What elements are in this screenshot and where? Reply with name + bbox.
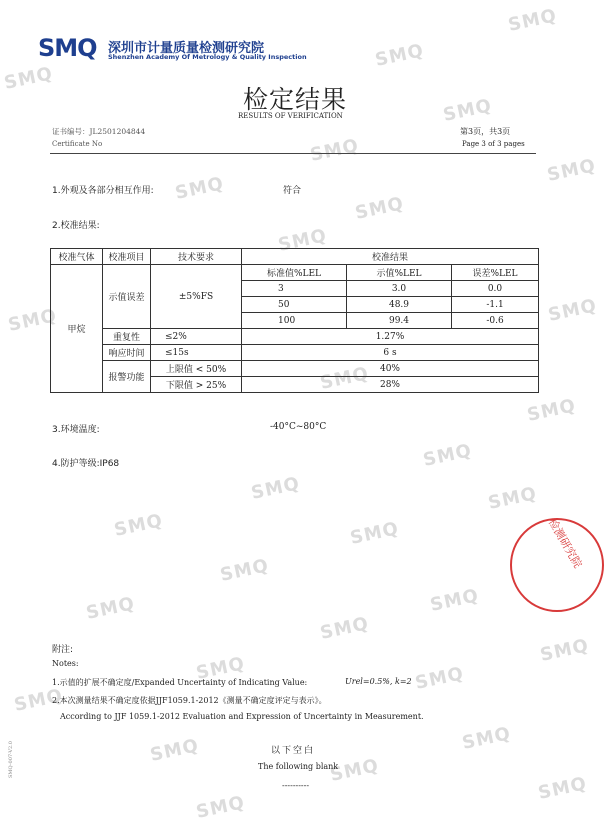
form-code: SMQ-007-V2.0 bbox=[8, 741, 14, 778]
alarm-lower-requirement: 下限值 > 25% bbox=[151, 377, 242, 393]
watermark: SMQ bbox=[441, 95, 494, 126]
temperature-label: 3.环境温度: bbox=[52, 425, 100, 435]
watermark: SMQ bbox=[2, 63, 55, 94]
page-number-cn: 第3页，共3页 bbox=[460, 127, 511, 136]
temperature-value: -40°C~80°C bbox=[270, 422, 327, 432]
response-time-requirement: ≤15s bbox=[151, 345, 242, 361]
watermark: SMQ bbox=[249, 473, 302, 504]
alarm-upper-value: 40% bbox=[242, 361, 539, 377]
watermark: SMQ bbox=[536, 773, 589, 804]
watermark: SMQ bbox=[12, 685, 65, 716]
alarm-upper-requirement: 上限值 < 50% bbox=[151, 361, 242, 377]
watermark: SMQ bbox=[421, 440, 474, 471]
notes-label-en: Notes: bbox=[52, 659, 79, 668]
watermark: SMQ bbox=[506, 5, 559, 36]
protection-grade: 4.防护等级:IP68 bbox=[52, 459, 120, 469]
watermark: SMQ bbox=[413, 663, 466, 694]
watermark: SMQ bbox=[6, 305, 59, 336]
header-error: 误差%LEL bbox=[452, 265, 539, 281]
watermark: SMQ bbox=[276, 225, 329, 256]
org-logo: SMQ bbox=[38, 34, 97, 62]
indication-value: 99.4 bbox=[347, 313, 452, 329]
alarm-lower-value: 28% bbox=[242, 377, 539, 393]
repeatability-requirement: ≤2% bbox=[151, 329, 242, 345]
watermark: SMQ bbox=[308, 135, 361, 166]
watermark: SMQ bbox=[348, 518, 401, 549]
watermark: SMQ bbox=[194, 792, 247, 823]
watermark: SMQ bbox=[486, 483, 539, 514]
watermark: SMQ bbox=[194, 653, 247, 684]
header-divider bbox=[50, 153, 536, 154]
note-1: 1.示值的扩展不确定度/Expanded Uncertainty of Indicating Value: bbox=[52, 678, 308, 687]
header-requirement: 技术要求 bbox=[151, 249, 242, 265]
watermark: SMQ bbox=[373, 40, 426, 71]
note-2-en: According to JJF 1059.1-2012 Evaluation and Expression of Uncertainty in Measurement. bbox=[60, 712, 424, 721]
standard-value: 50 bbox=[242, 297, 347, 313]
watermark: SMQ bbox=[545, 155, 598, 186]
error-value: 0.0 bbox=[452, 281, 539, 297]
seal-text: 检测研究院 bbox=[545, 516, 585, 571]
error-value: -0.6 bbox=[452, 313, 539, 329]
watermark: SMQ bbox=[112, 510, 165, 541]
note-1-value: Urel=0.5%, k=2 bbox=[345, 677, 412, 686]
standard-value: 100 bbox=[242, 313, 347, 329]
header-indication: 示值%LEL bbox=[347, 265, 452, 281]
certificate-label-cn: 证书编号： bbox=[52, 127, 90, 136]
certificate-label-en: Certificate No bbox=[52, 140, 103, 148]
page-number-en: Page 3 of 3 pages bbox=[462, 140, 525, 148]
header-standard-value: 标准值%LEL bbox=[242, 265, 347, 281]
blank-notice-cn: 以下空白 bbox=[271, 746, 316, 756]
watermark: SMQ bbox=[148, 735, 201, 766]
watermark: SMQ bbox=[318, 613, 371, 644]
note-2: 2.本次测量结果不确定度依据JJF1059.1-2012《测量不确定度评定与表示》。 bbox=[52, 696, 327, 705]
repeatability-item: 重复性 bbox=[103, 329, 151, 345]
repeatability-value: 1.27% bbox=[242, 329, 539, 345]
notes-label-cn: 附注: bbox=[52, 645, 74, 655]
appearance-label: 1.外观及各部分相互作用: bbox=[52, 186, 154, 196]
calibration-results-table bbox=[50, 248, 539, 393]
page-title: 检定结果 bbox=[243, 85, 348, 114]
indication-value: 48.9 bbox=[347, 297, 452, 313]
watermark: SMQ bbox=[328, 755, 381, 786]
error-value: -1.1 bbox=[452, 297, 539, 313]
header-result: 校准结果 bbox=[242, 249, 539, 265]
watermark: SMQ bbox=[428, 585, 481, 616]
appearance-value: 符合 bbox=[283, 186, 302, 196]
header-gas: 校准气体 bbox=[51, 249, 103, 265]
watermark: SMQ bbox=[353, 193, 406, 224]
org-name-cn: 深圳市计量质量检测研究院 bbox=[108, 41, 265, 56]
header-item: 校准项目 bbox=[103, 249, 151, 265]
certificate-number-value: JL2501204844 bbox=[89, 127, 146, 136]
watermark: SMQ bbox=[525, 395, 578, 426]
certificate-number bbox=[52, 126, 145, 137]
response-time-value: 6 s bbox=[242, 345, 539, 361]
indication-error-requirement: ±5%FS bbox=[151, 265, 242, 329]
watermark: SMQ bbox=[218, 555, 271, 586]
watermark: SMQ bbox=[318, 363, 371, 394]
gas-name: 甲烷 bbox=[51, 265, 103, 393]
org-name-en: Shenzhen Academy Of Metrology & Quality Inspection bbox=[108, 53, 307, 61]
response-time-item: 响应时间 bbox=[103, 345, 151, 361]
standard-value: 3 bbox=[242, 281, 347, 297]
calibration-label: 2.校准结果: bbox=[52, 221, 100, 231]
watermark: SMQ bbox=[173, 173, 226, 204]
watermark: SMQ bbox=[546, 295, 599, 326]
watermark: SMQ bbox=[84, 593, 137, 624]
blank-line: ---------- bbox=[282, 781, 310, 790]
page-title-en: RESULTS OF VERIFICATION bbox=[238, 112, 343, 120]
alarm-function-item: 报警功能 bbox=[103, 361, 151, 393]
indication-value: 3.0 bbox=[347, 281, 452, 297]
watermark: SMQ bbox=[538, 635, 591, 666]
watermark: SMQ bbox=[460, 723, 513, 754]
indication-error-item: 示值误差 bbox=[103, 265, 151, 329]
blank-notice-en: The following blank bbox=[258, 762, 339, 771]
